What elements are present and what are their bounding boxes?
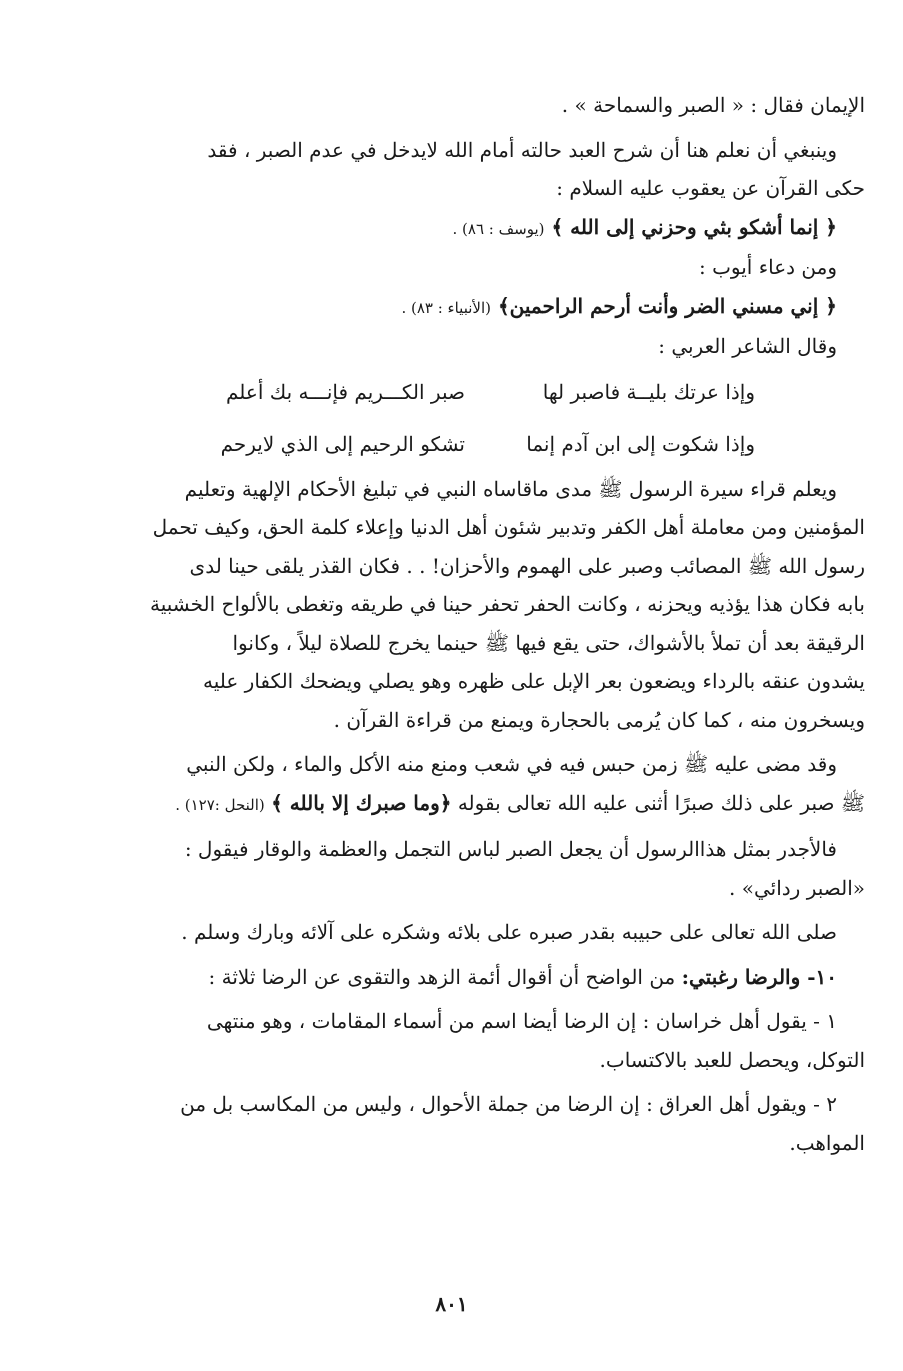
text-line: فالأجدر بمثل هذاالرسول أن يجعل الصبر لباس التجمل والعظمة والوقار فيقول :	[184, 837, 837, 861]
verse-text: ﴿ إنما أشكو بثي وحزني إلى الله ﴾	[551, 214, 837, 239]
page-number: ٨٠١	[435, 1292, 468, 1316]
text-line: يشدون عنقه بالرداء ويضعون بعر الإبل على ظهره وهو يصلي ويضحك الكفار عليه	[203, 669, 865, 693]
text-line: ويعلم قراء سيرة الرسول ﷺ مدى ماقاساه النبي في تبليغ الأحكام الإلهية وتعليم	[184, 476, 837, 501]
verse-text: ﴿ إني مسني الضر وأنت أرحم الراحمين﴾	[497, 293, 837, 318]
text-line: رسول الله ﷺ المصائب وصبر على الهموم والأحزان! . . فكان القذر يلقى حينا لدى	[189, 553, 865, 578]
text-line	[90, 784, 865, 825]
verse-reference: (يوسف : ٨٦) .	[452, 219, 545, 238]
page-body	[90, 86, 865, 1162]
text-line: حكى القرآن عن يعقوب عليه السلام :	[556, 176, 865, 200]
text-line: وقد مضى عليه ﷺ زمن حبس فيه في شعب ومنع منه الأكل والماء ، ولكن النبي	[186, 752, 837, 776]
poem-verse	[90, 418, 865, 470]
quran-verse: ﴿وما صبرك إلا بالله ﴾	[271, 790, 452, 815]
text-span: من الواضح أن أقوال أئمة الزهد والتقوى عن الرضا ثلاثة :	[208, 964, 676, 989]
text-line: الإيمان فقال : « الصبر والسماحة » .	[561, 93, 865, 117]
section-heading: ١٠- والرضا رغبتي:	[681, 964, 837, 989]
quran-verse	[90, 287, 865, 328]
text-line: المؤمنين ومن معاملة أهل الكفر وتدبير شئون أهل الدنيا وإعلاء كلمة الحق، وكيف تحمل	[152, 515, 865, 539]
poem-hemistich: وإذا شكوت إلى ابن آدم إنما	[526, 431, 755, 456]
text-line: المواهب.	[789, 1130, 865, 1155]
text-span: ﷺ صبر على ذلك صبرًا أثنى عليه الله تعالى بقوله	[457, 790, 865, 815]
section-heading-line	[90, 958, 865, 997]
poem-hemistich: تشكو الرحيم إلى الذي لايرحم	[220, 431, 465, 456]
verse-reference: (النحل :١٢٧) .	[175, 795, 265, 814]
text-line: صلى الله تعالى على حبيبه بقدر صبره على بلائه وشكره على آلائه وبارك وسلم .	[181, 920, 837, 944]
text-line: بابه فكان هذا يؤذيه ويحزنه ، وكانت الحفر تحفر حينا في طريقه وتغطى بالألواح الخشبية	[150, 592, 865, 616]
poem-verse	[90, 366, 865, 418]
text-line: التوكل، ويحصل للعبد بالاكتساب.	[599, 1047, 865, 1072]
text-line: ٢ - ويقول أهل العراق : إن الرضا من جملة الأحوال ، وليس من المكاسب بل من	[180, 1092, 837, 1116]
text-line: ويسخرون منه ، كما كان يُرمى بالحجارة ويمنع من قراءة القرآن .	[333, 707, 865, 732]
text-line: وقال الشاعر العربي :	[658, 334, 837, 358]
text-line: الرقيقة بعد أن تملأ بالأشواك، حتى يقع فيها ﷺ حينما يخرج للصلاة ليلاً ، وكانوا	[232, 630, 865, 655]
text-line: وينبغي أن نعلم هنا أن شرح العبد حالته أمام الله لايدخل في عدم الصبر ، فقد	[207, 137, 837, 162]
quran-verse	[90, 208, 865, 249]
text-line: ومن دعاء أيوب :	[698, 255, 837, 279]
poem-hemistich: صبر الكـــريم فإنـــه بك أعلم	[225, 379, 465, 404]
poem-hemistich: وإذا عرتك بليــة فاصبر لها	[542, 379, 755, 404]
text-line: ١ - يقول أهل خراسان : إن الرضا أيضا اسم من أسماء المقامات ، وهو منتهى	[206, 1009, 837, 1033]
verse-reference: (الأنبياء : ٨٣) .	[401, 298, 491, 317]
text-line: «الصبر ردائي» .	[729, 875, 865, 900]
